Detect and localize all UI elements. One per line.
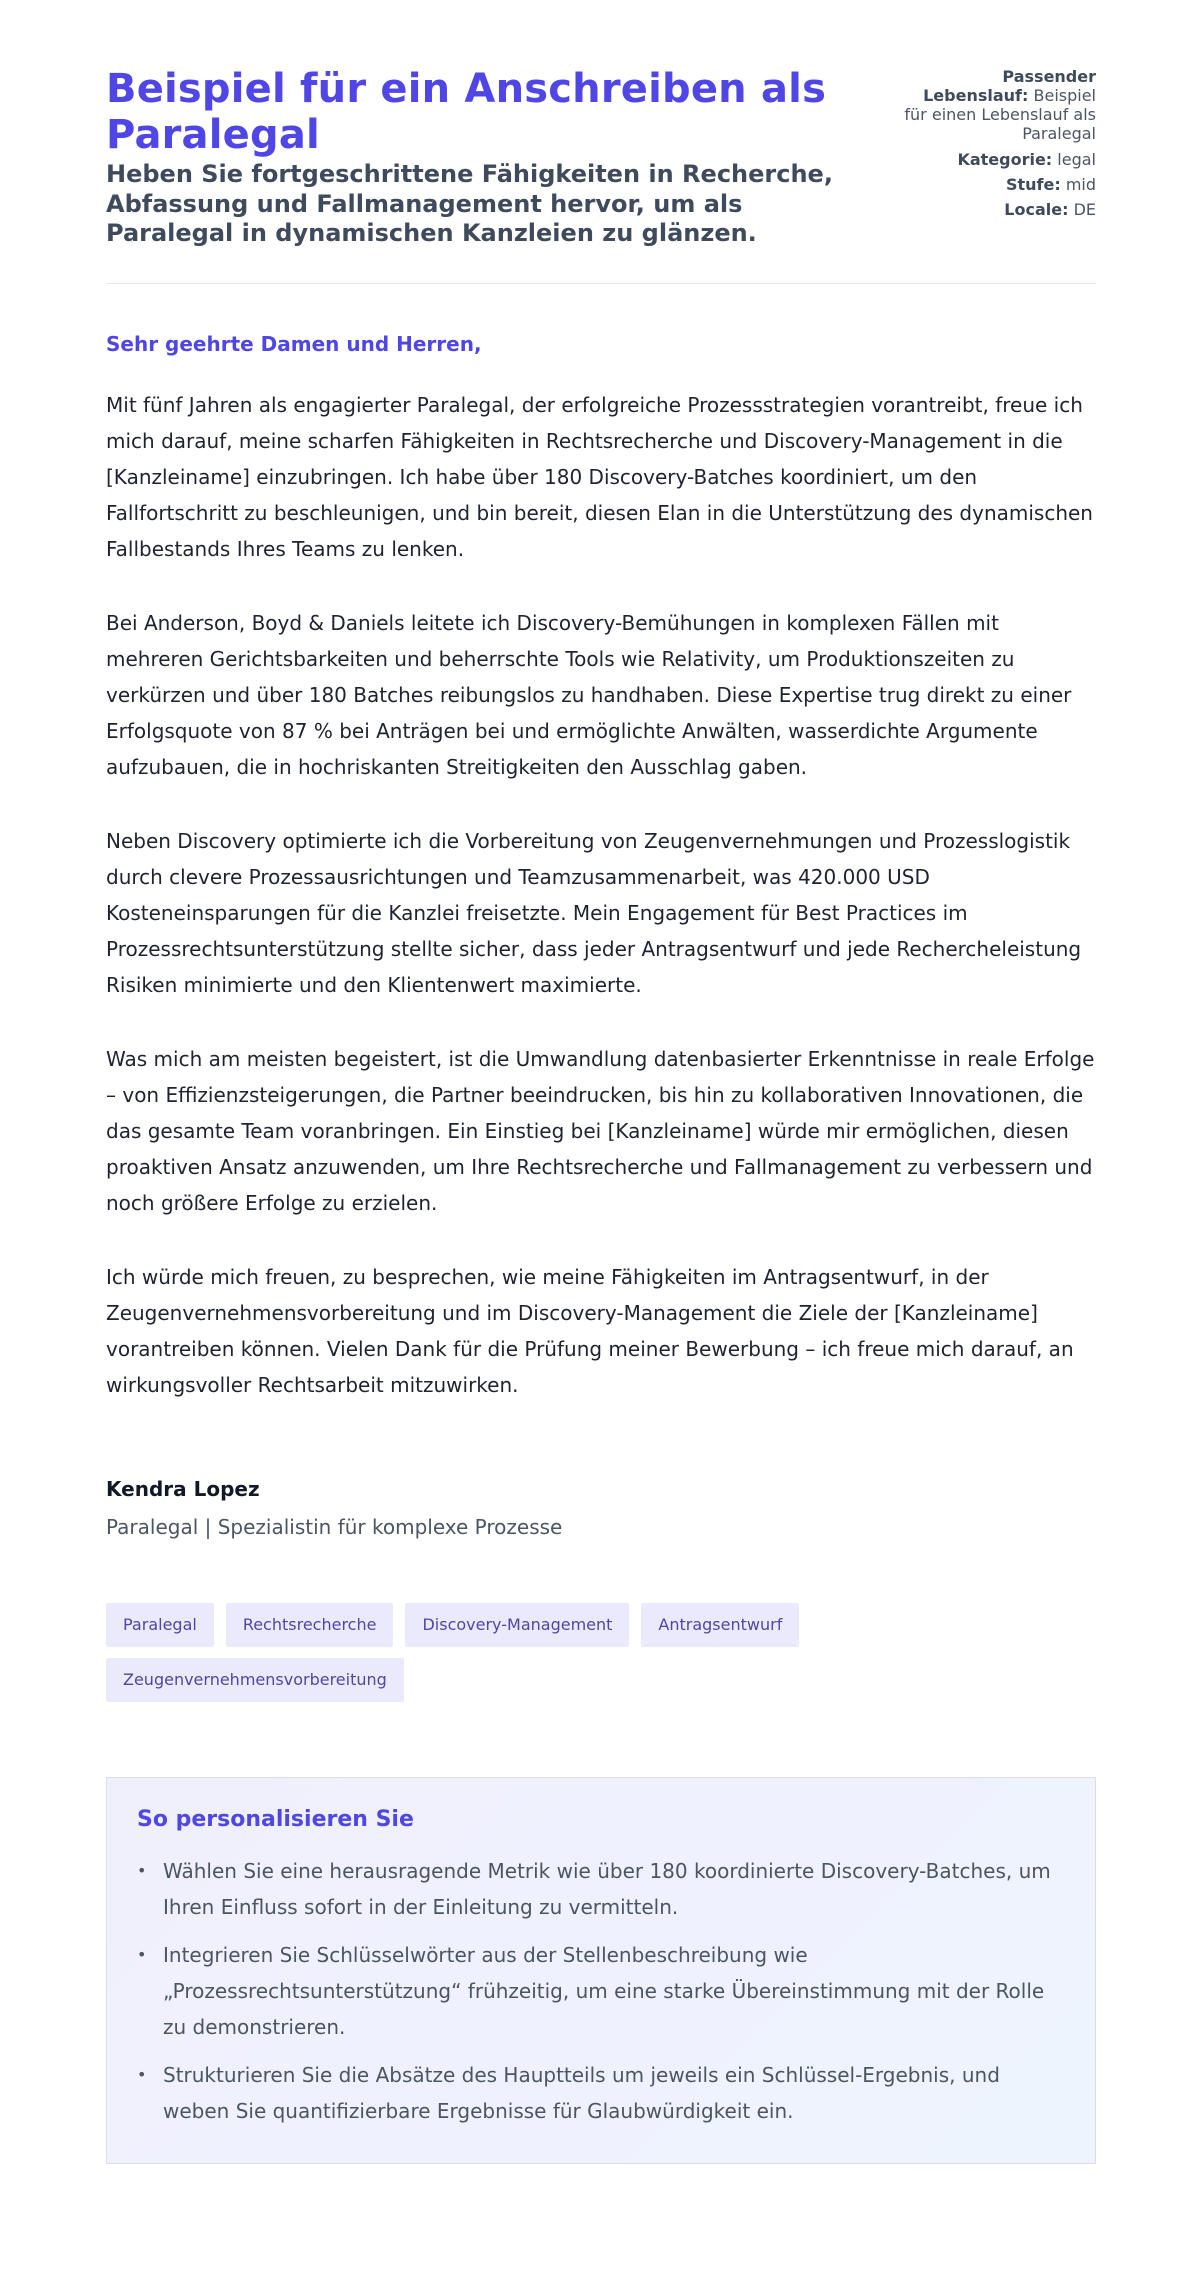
skill-tags bbox=[106, 1603, 866, 1702]
signature-role: Paralegal | Spezialistin für komplexe Prozesse bbox=[106, 1514, 563, 1539]
tip-text: Strukturieren Sie die Absätze des Hauptteils um jeweils ein Schlüssel-Ergebnis, und weben Sie quantifizierbare Ergebnisse für Glaubwürdigkeit ein. bbox=[163, 2062, 1000, 2123]
meta-category bbox=[896, 150, 1096, 169]
cover-letter-page bbox=[104, 0, 1096, 2164]
letter-paragraph: Mit fünf Jahren als engagierter Paralegal, der erfolgreiche Prozessstrategien vorantreibt, freue ich mich darauf, meine scharfen Fähigkeiten in Rechtsrecherche und Discovery-Management in die [Kanzleiname] einzubringen. Ich habe über 180 Discovery-Batches koordiniert, um den Fallfortschritt zu beschleunigen, und bin bereit, diesen Elan in die Unterstützung des dynamischen Fallbestands Ihres Teams zu lenken. bbox=[106, 392, 1093, 561]
meta-value: Beispiel für einen Lebenslauf als Paralegal bbox=[904, 86, 1096, 143]
tip-item bbox=[137, 1937, 1065, 2045]
letter-paragraph: Bei Anderson, Boyd & Daniels leitete ich Discovery-Bemühungen in komplexen Fällen mit mehreren Gerichtsbarkeiten und beherrschte Tools wie Relativity, um Produktionszeiten zu verkürzen und über 180 Batches reibungslos zu handhaben. Diese Expertise trug direkt zu einer Erfolgsquote von 87 % bei Anträgen bei und ermöglichte Anwälten, wasserdichte Argumente aufzubauen, die in hochriskanten Streitigkeiten den Ausschlag gaben. bbox=[106, 610, 1072, 779]
bullet-icon: • bbox=[137, 1860, 147, 1880]
letter-paragraph: Was mich am meisten begeistert, ist die Umwandlung datenbasierter Erkenntnisse in reale Erfolge – von Effizienzsteigerungen, die Partner beeindrucken, bis hin zu kollaborativen Innovationen, die das gesamte Team voranbringen. Ein Einstieg bei [Kanzleiname] würde mir ermöglichen, diesen proaktiven Ansatz anzuwenden, um Ihre Rechtsrecherche und Fallmanagement zu verbessern und noch größere Erfolge zu erzielen. bbox=[106, 1046, 1095, 1215]
tips-title: So personalisieren Sie bbox=[137, 1806, 414, 1832]
letter-body bbox=[106, 284, 1096, 2164]
tag-antragsentwurf[interactable]: Antragsentwurf bbox=[641, 1603, 799, 1647]
meta-locale bbox=[896, 200, 1096, 219]
page-subtitle: Heben Sie fortgeschrittene Fähigkeiten in Recherche, Abfassung und Fallmanagement hervor, um als Paralegal in dynamischen Kanzleien zu glänzen. bbox=[106, 160, 833, 247]
letter-paragraph: Neben Discovery optimierte ich die Vorbereitung von Zeugenvernehmungen und Prozesslogistik durch clevere Prozessausrichtungen und Teamzusammenarbeit, was 420.000 USD Kosteneinsparungen für die Kanzlei freisetzte. Mein Engagement für Best Practices im Prozessrechtsunterstützung stellte sicher, dass jeder Antragsentwurf und jede Rechercheleistung Risiken minimierte und den Klientenwert maximierte. bbox=[106, 828, 1082, 997]
tip-text: Integrieren Sie Schlüsselwörter aus der Stellenbeschreibung wie „Prozessrechtsunterstützung“ frühzeitig, um eine starke Übereinstimmung mit der Rolle zu demonstrieren. bbox=[163, 1942, 1045, 2039]
personalization-tips-card bbox=[106, 1777, 1096, 2164]
meta-key: Stufe: bbox=[1005, 175, 1061, 194]
bullet-icon: • bbox=[137, 1944, 147, 1964]
page-header bbox=[106, 66, 1096, 284]
meta-value: legal bbox=[1057, 150, 1096, 169]
salutation: Sehr geehrte Damen und Herren, bbox=[106, 331, 482, 356]
tag-paralegal[interactable]: Paralegal bbox=[106, 1603, 214, 1647]
meta-key: Passender Lebenslauf: bbox=[923, 67, 1096, 105]
signature-block bbox=[106, 1477, 1096, 1539]
meta-matching-resume bbox=[896, 67, 1096, 143]
bullet-icon: • bbox=[137, 2064, 147, 2084]
tip-item bbox=[137, 1853, 1065, 1925]
tip-text: Wählen Sie eine herausragende Metrik wie über 180 koordinierte Discovery-Batches, um Ihren Einfluss sofort in der Einleitung zu vermitteln. bbox=[163, 1858, 1051, 1919]
meta-key: Locale: bbox=[1004, 200, 1069, 219]
tips-list bbox=[137, 1853, 1065, 2129]
tag-zeugenvernehmensvorbereitung[interactable]: Zeugenvernehmensvorbereitung bbox=[106, 1658, 404, 1702]
meta-value: DE bbox=[1073, 200, 1096, 219]
signature-name: Kendra Lopez bbox=[106, 1476, 260, 1501]
meta-panel bbox=[896, 66, 1096, 225]
tip-item bbox=[137, 2057, 1065, 2129]
meta-value: mid bbox=[1065, 175, 1096, 194]
header-titles bbox=[106, 66, 856, 249]
meta-key: Kategorie: bbox=[957, 150, 1053, 169]
meta-level bbox=[896, 175, 1096, 194]
tag-discovery-management[interactable]: Discovery-Management bbox=[405, 1603, 629, 1647]
page-title: Beispiel für ein Anschreiben als Paralegal bbox=[106, 66, 827, 158]
tag-rechtsrecherche[interactable]: Rechtsrecherche bbox=[226, 1603, 394, 1647]
letter-paragraph: Ich würde mich freuen, zu besprechen, wie meine Fähigkeiten im Antragsentwurf, in der Zeugenvernehmensvorbereitung und im Discovery-Management die Ziele der [Kanzleiname] vorantreiben können. Vielen Dank für die Prüfung meiner Bewerbung – ich freue mich darauf, an wirkungsvoller Rechtsarbeit mitzuwirken. bbox=[106, 1264, 1074, 1397]
